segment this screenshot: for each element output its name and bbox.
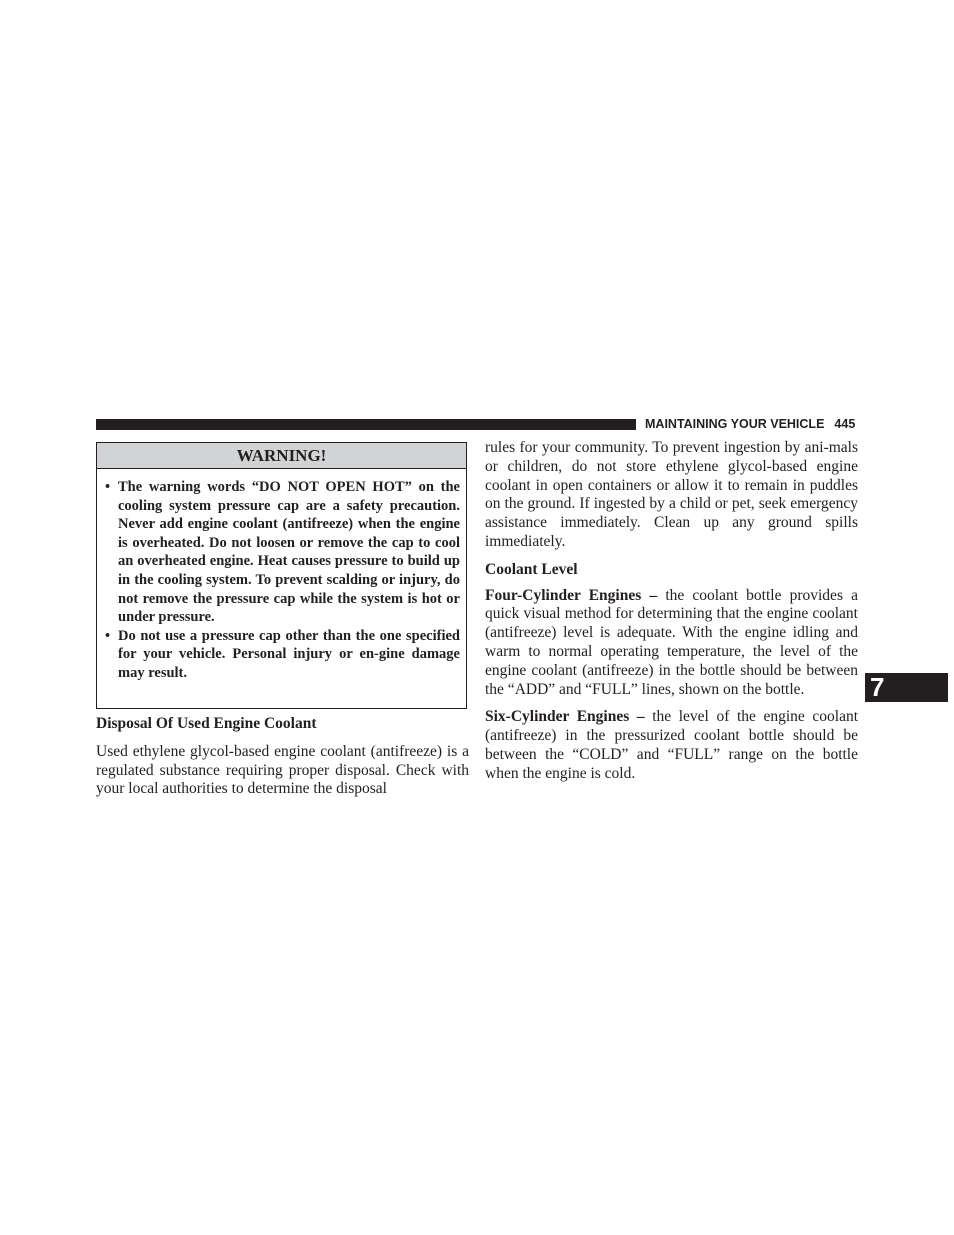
- six-cylinder-paragraph: [485, 708, 858, 783]
- coolant-level-heading: Coolant Level: [485, 560, 578, 578]
- four-cylinder-label: Four-Cylinder Engines –: [485, 586, 658, 604]
- running-header: [645, 416, 860, 433]
- warning-title: WARNING!: [97, 443, 466, 469]
- disposal-paragraph: Used ethylene glycol-based engine coolant (antifreeze) is a regulated substance requiring proper disposal. Check with your local authorities to determine the disposal: [96, 742, 469, 798]
- bullet-icon: •: [105, 627, 111, 644]
- header-rule: [96, 419, 636, 430]
- right-column: [485, 439, 858, 784]
- bullet-icon: •: [105, 479, 111, 495]
- page-number: 445: [834, 417, 856, 431]
- warning-item-text: The warning words “DO NOT OPEN HOT” on the cooling system pressure cap are a safety precaution. Never add engine coolant (antifreeze) when the engine is overheated. Do not loosen or remove the cap to cool an overheated engine. Heat causes pressure to build up in the cooling system. To prevent scalding or injury, do not remove the pressure cap while the system is hot or under pressure.: [118, 479, 460, 626]
- warning-item-text: Do not use a pressure cap other than the one specified for your vehicle. Personal injury or en-gine damage may result.: [118, 627, 460, 681]
- disposal-heading: Disposal Of Used Engine Coolant: [96, 715, 317, 732]
- warning-box: [96, 442, 467, 709]
- section-title: MAINTAINING YOUR VEHICLE: [645, 417, 825, 431]
- warning-item: [105, 627, 460, 683]
- six-cylinder-label: Six-Cylinder Engines –: [485, 708, 645, 726]
- disposal-paragraph-continued: rules for your community. To prevent ingestion by ani-mals or children, do not store ethylene glycol-based engine coolant in open containers or allow it to remain in puddles on the ground. If ingested by a child or pet, seek emergency assistance immediately. Clean up any ground spills immediately.: [485, 439, 858, 550]
- left-column: [96, 715, 469, 799]
- warning-item: [105, 478, 460, 627]
- chapter-tab: 7: [865, 673, 948, 702]
- four-cylinder-paragraph: [485, 587, 858, 700]
- six-cylinder-text: the level of the engine coolant (antifreeze) in the pressurized coolant bottle should be between the “COLD” and “FULL” range on the bottle when the engine is cold.: [485, 708, 859, 782]
- warning-list: [97, 469, 466, 683]
- four-cylinder-text: the coolant bottle provides a quick visual method for determining that the engine coolant (antifreeze) level is adequate. With the engine idling and warm to normal operating temperature, the level of the engine coolant (antifreeze) in the bottle should be between the “ADD” and “FULL” lines, shown on the bottle.: [485, 586, 858, 698]
